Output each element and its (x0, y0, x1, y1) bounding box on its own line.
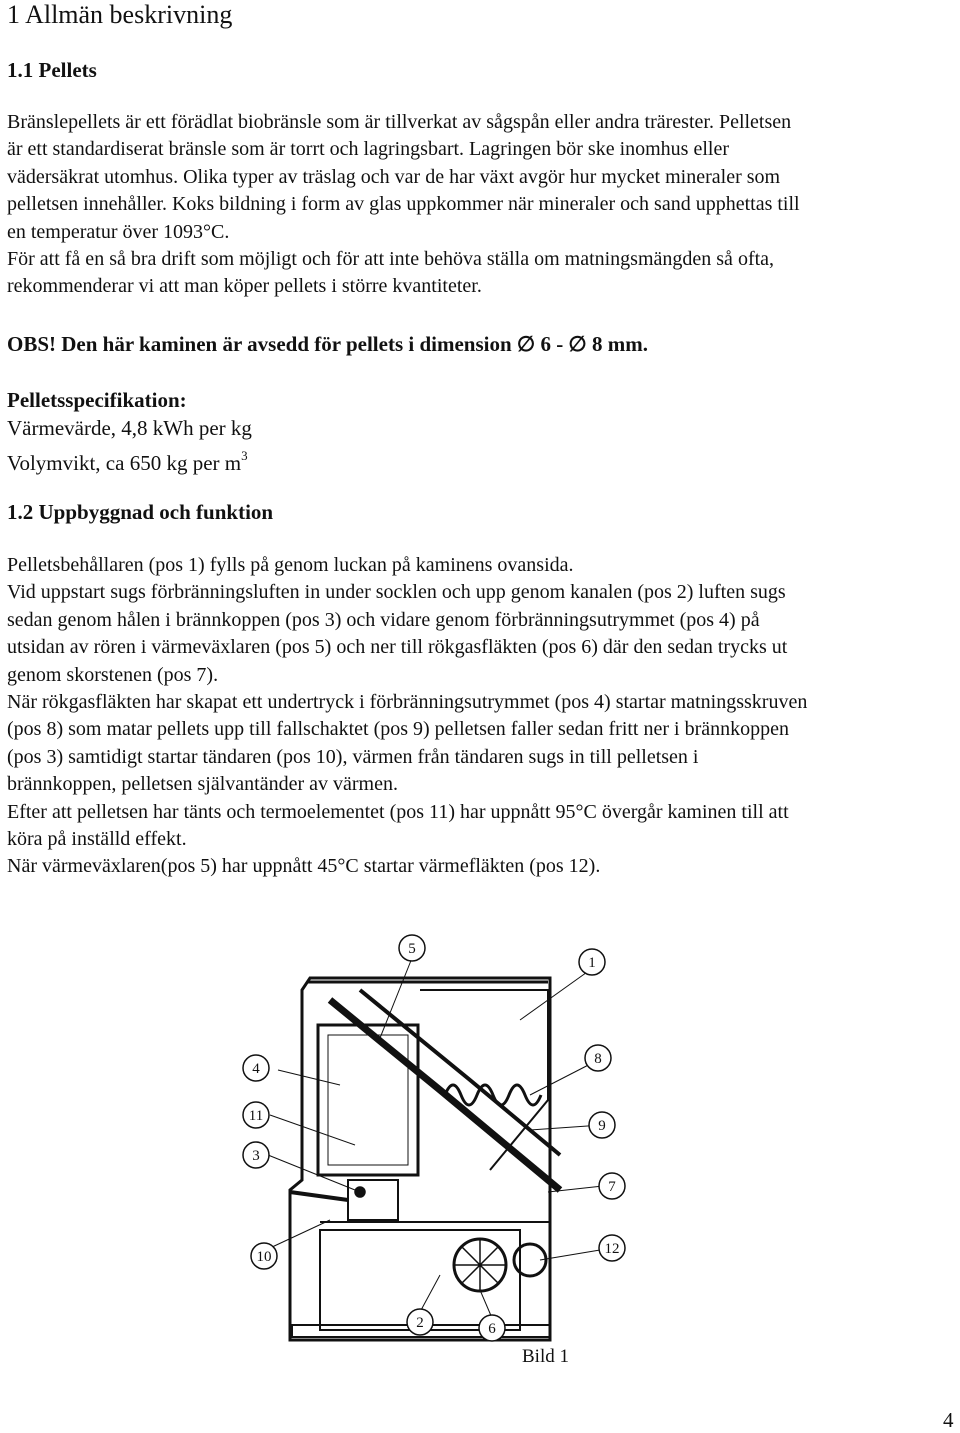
callout-5 (399, 935, 425, 961)
text-line: Pelletsbehållaren (pos 1) fylls på genom luckan på kaminens ovansida. (7, 554, 574, 576)
feed-channel-lower (360, 990, 560, 1155)
callout-6 (479, 1315, 505, 1341)
text-line: För att få en så bra drift som möjligt och för att inte behöva ställa om matningsmängden så ofta, (7, 248, 775, 271)
pellets-paragraph (7, 109, 957, 301)
text-line: brännkoppen, pelletsen självantänder av värmen. (7, 773, 398, 796)
callouts (243, 935, 625, 1341)
callout-9-label: 9 (598, 1118, 606, 1134)
callout-7 (599, 1173, 625, 1199)
text-line: När värmeväxlaren(pos 5) har uppnått 45°C startar värmefläkten (pos 12). (7, 855, 601, 878)
text-line: När rökgasfläkten har skapat ett undertryck i förbränningsutrymmet (pos 4) startar matningsskruven (7, 691, 808, 714)
pellet-specification (7, 386, 252, 477)
text-line: Bränslepellets är ett förädlat biobränsle som är tillverkat av sågspån eller andra trärester. Pelletsen (7, 111, 792, 133)
text-line: utsidan av rören i värmeväxlaren (pos 5) och ner till rökgasfläkten (pos 6) där den sedan trycks ut (7, 636, 788, 659)
section-title-construction: 1.2 Uppbyggnad och funktion (7, 500, 274, 524)
callout-5-label: 5 (408, 941, 416, 957)
callout-8-label: 8 (594, 1051, 602, 1067)
callout-11-label: 11 (248, 1108, 264, 1124)
figure-caption: Bild 1 (522, 1346, 569, 1367)
text-line: köra på inställd effekt. (7, 828, 187, 851)
text-line: pelletsen innehåller. Koks bildning i form av glas uppkommer när mineraler och sand upphettas till (7, 193, 800, 216)
spec-bulk-density (7, 442, 252, 477)
callout-10-label: 10 (256, 1249, 272, 1265)
callout-1 (579, 949, 605, 975)
text-line: (pos 8) som matar pellets upp till fallschaktet (pos 9) pelletsen faller sedan fritt ner i brännkoppen (7, 718, 789, 741)
callout-9 (589, 1112, 615, 1138)
callout-11 (243, 1102, 269, 1128)
text-line: är ett standardiserat bränsle som är torrt och lagringsbart. Lagringen bör ske inomhus eller (7, 138, 729, 161)
text-line: sedan genom hålen i brännkoppen (pos 3) och vidare genom förbränningsutrymmet (pos 4) på (7, 608, 760, 631)
text-line: Efter att pelletsen har tänts och termoelementet (pos 11) har uppnått 95°C övergår kaminen till att (7, 800, 789, 823)
text-line: vädersäkrat utomhus. Olika typer av träslag och var de har växt avgör hur mycket mineraler som (7, 165, 781, 188)
text-line: (pos 3) samtidigt startar tändaren (pos 10), värmen från tändaren sugs in till pelletsen i (7, 745, 699, 768)
pellet-hopper (420, 990, 548, 1170)
callout-8 (585, 1045, 611, 1071)
igniter (290, 1192, 348, 1200)
stove-cross-section-diagram (230, 930, 650, 1350)
combustion-chamber (318, 1025, 418, 1175)
callout-10 (251, 1243, 277, 1269)
callout-1-label: 1 (588, 955, 596, 971)
callout-4-label: 4 (252, 1061, 260, 1077)
callout-2 (407, 1309, 433, 1335)
callout-4 (243, 1055, 269, 1081)
cubic-superscript: 3 (241, 448, 248, 463)
text-line: genom skorstenen (pos 7). (7, 663, 219, 686)
spec-title: Pelletsspecifikation: (7, 388, 187, 412)
callout-6-label: 6 (488, 1321, 496, 1337)
callout-12 (599, 1235, 625, 1261)
callout-3 (243, 1142, 269, 1168)
construction-paragraph (7, 552, 957, 881)
page-number: 4 (943, 1408, 954, 1432)
callout-2-label: 2 (416, 1315, 424, 1331)
section-title-pellets: 1.1 Pellets (7, 58, 97, 82)
main-heading: 1 Allmän beskrivning (7, 0, 233, 29)
callout-7-label: 7 (608, 1179, 616, 1195)
text-line: en temperatur över 1093°C. (7, 220, 230, 243)
burn-cup (348, 1180, 398, 1220)
callout-12-label: 12 (604, 1241, 620, 1257)
spec-bulk-density-text: Volymvikt, ca 650 kg per m (7, 451, 242, 475)
obs-note: OBS! Den här kaminen är avsedd för pellets i dimension ∅ 6 - ∅ 8 mm. (7, 332, 648, 356)
callout-3-label: 3 (252, 1148, 260, 1164)
text-line: Vid uppstart sugs förbränningsluften in under socklen och upp genom kanalen (pos 2) luften sugs (7, 581, 786, 604)
text-line: rekommenderar vi att man köper pellets i större kvantiteter. (7, 275, 482, 298)
spec-heating-value: Värmevärde, 4,8 kWh per kg (7, 416, 252, 440)
fan-blades (455, 1240, 505, 1290)
stove-outline (290, 978, 550, 1340)
